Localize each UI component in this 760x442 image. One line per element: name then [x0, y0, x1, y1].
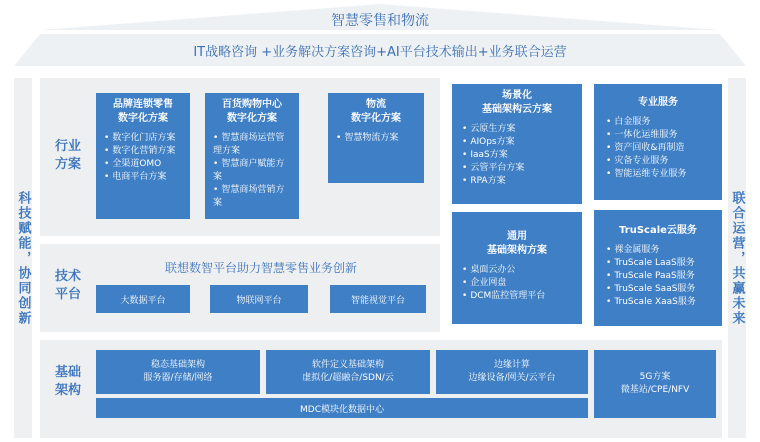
infra-row-label [44, 364, 92, 400]
infra-block-edge-sub: 边缘设备/网关/云平台 [468, 373, 556, 383]
list-item: • 裸金属服务 [606, 244, 710, 257]
infra-block-sdi[interactable] [266, 350, 430, 394]
industry-row-label-text: 行业方案 [54, 139, 81, 172]
right-pillar-text: 联合运营，共赢未来 [729, 190, 745, 326]
scene-cloud-card-list [462, 123, 572, 188]
industry-card-logistics-list [336, 132, 416, 145]
list-item: • IaaS方案 [462, 149, 572, 162]
infra-block-edge[interactable] [436, 350, 588, 394]
tech-headline: 联想数智平台助力智慧零售业务创新 [164, 261, 357, 275]
right-pillar [728, 78, 746, 438]
infra-block-edge-title: 边缘计算 [493, 360, 530, 370]
left-pillar-text: 科技赋能，协同创新 [15, 190, 31, 326]
infra-block-stable[interactable] [96, 350, 260, 394]
industry-card-logistics[interactable] [328, 93, 424, 183]
infra-block-stable-sub: 服务器/存储/网络 [143, 373, 213, 383]
list-item: • TruScale PaaS服务 [606, 270, 710, 283]
industry-card-mall-list [213, 132, 291, 210]
list-item: • 企业网盘 [462, 277, 572, 290]
pro-services-card[interactable] [594, 84, 722, 200]
infra-block-sdi-sub: 虚拟化/超融合/SDN/云 [302, 373, 394, 383]
industry-card-brand-list [104, 132, 182, 184]
services-banner: IT战略咨询 +业务解决方案咨询+AI平台技术输出+业务联合运营 [193, 45, 567, 60]
fiveg-block-title: 5G方案 [639, 372, 671, 382]
scene-cloud-card-title: 场景化 基础架构云方案 [482, 90, 552, 115]
list-item: • 全渠道OMO [104, 158, 182, 171]
list-item: • 灾备专业服务 [606, 155, 710, 168]
industry-card-brand-title: 品牌连锁零售 数字化方案 [113, 99, 173, 124]
list-item: • RPA方案 [462, 175, 572, 188]
list-item: • DCM监控管理平台 [462, 290, 572, 303]
list-item: • 智慧商场营销方案 [213, 184, 291, 210]
list-item: • 桌面云办公 [462, 264, 572, 277]
list-item: • 白金服务 [606, 116, 710, 129]
general-infra-card-list [462, 264, 572, 303]
pro-services-card-title: 专业服务 [638, 97, 678, 108]
infra-row-label-text: 基础架构 [54, 365, 81, 398]
general-infra-card-title: 通用 基础架构方案 [487, 231, 547, 256]
platform-iot[interactable]: 物联网平台 [210, 285, 308, 313]
roof-title: 智慧零售和物流 [331, 13, 429, 29]
list-item: • 资产回收&再制造 [606, 142, 710, 155]
platform-vision[interactable]: 智能视觉平台 [330, 285, 426, 313]
list-item: • AIOps方案 [462, 136, 572, 149]
general-infra-card[interactable] [452, 212, 582, 324]
list-item: • 一体化运维服务 [606, 129, 710, 142]
pro-services-card-list [606, 116, 710, 181]
industry-row-label [44, 138, 92, 174]
list-item: • 智能运维专业服务 [606, 168, 710, 181]
truscale-card-title: TruScale云服务 [619, 225, 697, 236]
list-item: • 智慧商户赋能方案 [213, 158, 291, 184]
list-item: • 云原生方案 [462, 123, 572, 136]
tech-row-label [44, 268, 92, 304]
fiveg-block-sub: 微基站/CPE/NFV [620, 385, 690, 395]
infra-block-sdi-title: 软件定义基础架构 [311, 360, 384, 370]
truscale-card[interactable] [594, 210, 722, 326]
industry-card-mall-title: 百货购物中心 数字化方案 [222, 99, 282, 124]
list-item: • 数字化门店方案 [104, 132, 182, 145]
list-item: • 智慧商场运营管理方案 [213, 132, 291, 158]
left-pillar [14, 78, 32, 438]
infra-block-stable-title: 稳态基础架构 [150, 360, 205, 370]
list-item: • 智慧物流方案 [336, 132, 416, 145]
tech-row-label-text: 技术平台 [54, 269, 81, 302]
industry-card-mall[interactable] [205, 93, 299, 219]
list-item: • TruScale LaaS服务 [606, 257, 710, 270]
list-item: • 数字化营销方案 [104, 145, 182, 158]
industry-card-logistics-title: 物流 数字化方案 [351, 99, 401, 124]
platform-bigdata[interactable]: 大数据平台 [96, 285, 190, 313]
scene-cloud-card[interactable] [452, 84, 582, 204]
list-item: • 电商平台方案 [104, 171, 182, 184]
truscale-card-list [606, 244, 710, 309]
industry-card-brand[interactable] [96, 93, 190, 219]
mdc-block[interactable]: MDC模块化数据中心 [96, 398, 588, 418]
list-item: • 云管平台方案 [462, 162, 572, 175]
fiveg-block[interactable] [594, 350, 716, 418]
list-item: • TruScale SaaS服务 [606, 283, 710, 296]
list-item: • TruScale XaaS服务 [606, 296, 710, 309]
